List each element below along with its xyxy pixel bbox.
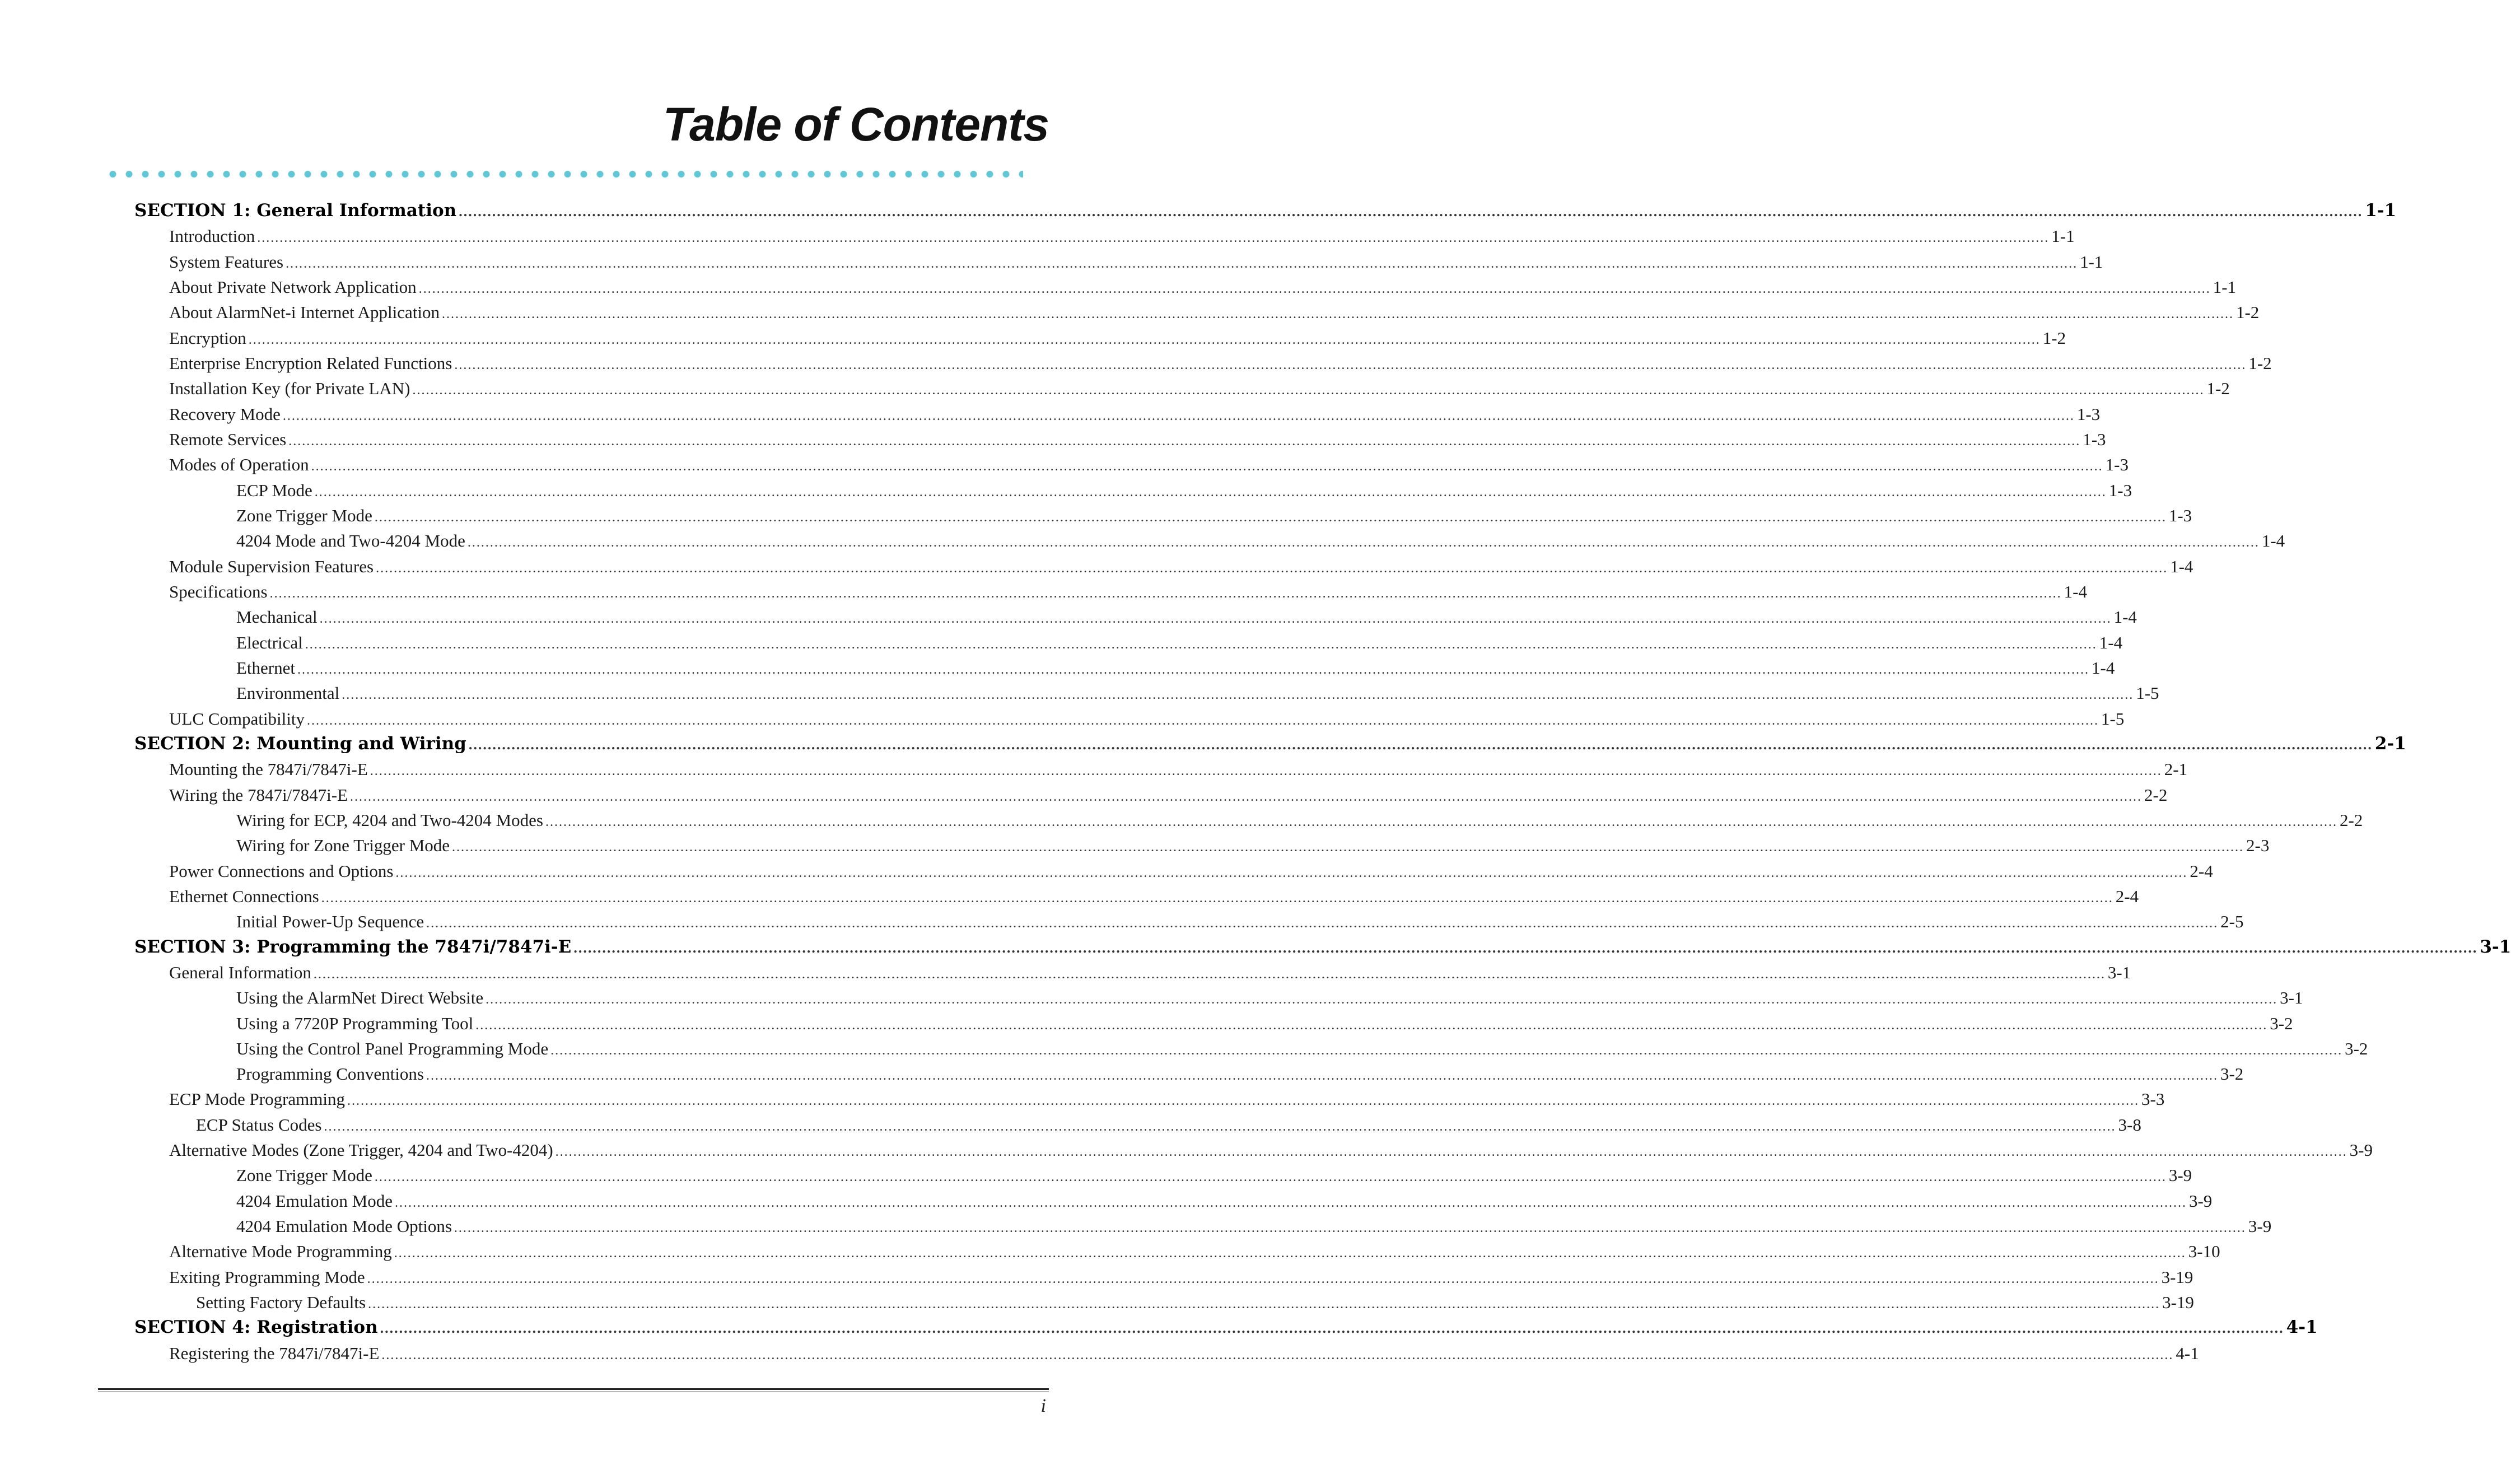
- toc-entry[interactable]: [0, 884, 2139, 909]
- toc-entry[interactable]: [0, 376, 2230, 401]
- dot-leader: ................................................................................................................................................................................................................................................................................................................................................................................................................: [305, 637, 2097, 652]
- toc-entry-label: Wiring for Zone Trigger Mode: [236, 836, 450, 856]
- toc-entry-page: 3-19: [2161, 1267, 2193, 1287]
- toc-entry-label: General Information: [169, 962, 311, 982]
- toc-entry[interactable]: [0, 478, 2132, 503]
- toc-entry[interactable]: [0, 452, 2129, 477]
- dot-leader: ................................................................................................................................................................................................................................................................................................................................................................................................................: [376, 561, 2168, 576]
- toc-entry[interactable]: [0, 223, 2075, 249]
- toc-entry[interactable]: [0, 1086, 2165, 1112]
- toc-entry-page: 1-4: [2170, 556, 2193, 576]
- dot-leader: ................................................................................................................................................................................................................................................................................................................................................................................................................: [367, 1271, 2159, 1286]
- toc-entry-page: 4-1: [2176, 1343, 2199, 1363]
- toc-entry-page: 3-9: [2168, 1165, 2192, 1186]
- toc-entry[interactable]: [0, 808, 2363, 833]
- dotted-divider: [105, 170, 1023, 179]
- toc-entry-label: Introduction: [169, 226, 255, 246]
- toc-entry[interactable]: [0, 503, 2192, 528]
- toc-entry[interactable]: [0, 274, 2237, 300]
- toc-entry-page: 3-9: [2188, 1191, 2213, 1211]
- toc-entry-page: 3-1: [2107, 962, 2131, 982]
- toc-entry-page: 3-3: [2141, 1089, 2165, 1109]
- dot-leader: ................................................................................................................................................................................................................................................................................................................................................................................................................: [454, 1221, 2246, 1236]
- toc-entry-label: Modes of Operation: [169, 455, 309, 475]
- toc-entry[interactable]: [0, 427, 2106, 452]
- toc-entry-page: 3-2: [2220, 1064, 2244, 1084]
- dot-leader: ................................................................................................................................................................................................................................................................................................................................................................................................................: [342, 688, 2134, 703]
- dot-leader: ................................................................................................................................................................................................................................................................................................................................................................................................................: [412, 383, 2205, 398]
- page-title: Table of Contents: [662, 98, 1049, 151]
- dot-leader: ................................................................................................................................................................................................................................................................................................................................................................................................................: [297, 662, 2090, 677]
- toc-entry-page: 3-9: [2248, 1216, 2272, 1236]
- toc-section-entry[interactable]: [0, 1315, 2318, 1340]
- toc-entry-label: Installation Key (for Private LAN): [169, 379, 410, 399]
- toc-entry-label: Power Connections and Options: [169, 861, 394, 881]
- dot-leader: ................................................................................................................................................................................................................................................................................................................................................................................................................: [452, 840, 2244, 855]
- toc-entry-page: 2-1: [2164, 759, 2188, 780]
- dot-leader: ................................................................................................................................................................................................................................................................................................................................................................................................................: [321, 890, 2113, 906]
- dot-leader: ................................................................................................................................................................................................................................................................................................................................................................................................................: [374, 1170, 2167, 1185]
- dot-leader: ................................................................................................................................................................................................................................................................................................................................................................................................................: [324, 1119, 2116, 1134]
- toc-entry[interactable]: [0, 1061, 2244, 1086]
- toc-entry-label: About AlarmNet-i Internet Application: [169, 302, 440, 323]
- dot-leader: ................................................................................................................................................................................................................................................................................................................................................................................................................: [314, 484, 2107, 500]
- dot-leader: ................................................................................................................................................................................................................................................................................................................................................................................................................: [395, 865, 2188, 880]
- toc-entry-page: 2-3: [2246, 836, 2270, 856]
- dot-leader: ................................................................................................................................................................................................................................................................................................................................................................................................................: [306, 713, 2099, 728]
- toc-entry[interactable]: [0, 1214, 2272, 1239]
- toc-list: [0, 198, 2511, 1366]
- toc-entry-label: SECTION 2: Mounting and Wiring: [134, 733, 466, 754]
- dot-leader: ................................................................................................................................................................................................................................................................................................................................................................................................................: [486, 992, 2278, 1007]
- toc-entry-page: 1-2: [2235, 302, 2260, 323]
- dot-leader: ................................................................................................................................................................................................................................................................................................................................................................................................................: [311, 459, 2103, 474]
- toc-entry[interactable]: [0, 757, 2188, 782]
- toc-section-entry[interactable]: [0, 731, 2406, 757]
- dot-leader: ................................................................................................................................................................................................................................................................................................................................................................................................................: [282, 408, 2075, 423]
- toc-entry-page: 3-2: [2270, 1013, 2293, 1033]
- toc-entry-label: Recovery Mode: [169, 404, 281, 424]
- toc-entry[interactable]: [0, 402, 2101, 427]
- toc-entry-page: 1-3: [2168, 505, 2192, 525]
- toc-entry-label: Ethernet Connections: [169, 886, 319, 906]
- toc-entry-page: 3-9: [2349, 1140, 2373, 1160]
- toc-entry-page: 3-1: [2480, 936, 2511, 957]
- toc-entry[interactable]: [0, 528, 2285, 553]
- dot-leader: ................................................................................................................................................................................................................................................................................................................................................................................................................: [381, 1347, 2174, 1362]
- toc-entry[interactable]: [0, 1239, 2220, 1264]
- toc-entry-page: 1-1: [2365, 200, 2397, 221]
- toc-entry-label: Specifications: [169, 581, 268, 601]
- toc-entry-label: Electrical: [236, 632, 303, 652]
- toc-entry-label: System Features: [169, 251, 284, 272]
- dot-leader: ................................................................................................................................................................................................................................................................................................................................................................................................................: [454, 357, 2247, 372]
- toc-entry-page: 2-1: [2374, 733, 2406, 754]
- toc-entry-label: About Private Network Application: [169, 277, 417, 297]
- dot-leader: ................................................................................................................................................................................................................................................................................................................................................................................................................: [441, 307, 2234, 322]
- toc-entry[interactable]: [0, 249, 2103, 274]
- toc-entry-label: Registering the 7847i/7847i-E: [169, 1343, 380, 1363]
- toc-entry-label: Module Supervision Features: [169, 556, 374, 576]
- toc-entry[interactable]: [0, 782, 2168, 808]
- toc-entry-label: SECTION 4: Registration: [134, 1317, 378, 1338]
- toc-entry-page: 1-4: [2099, 632, 2123, 652]
- dot-leader: ................................................................................................................................................................................................................................................................................................................................................................................................................: [350, 789, 2143, 804]
- toc-entry-page: 2-5: [2220, 912, 2244, 932]
- toc-entry-label: Setting Factory Defaults: [196, 1292, 366, 1313]
- toc-entry-label: ULC Compatibility: [169, 708, 305, 729]
- toc-entry-label: Exiting Programming Mode: [169, 1267, 365, 1287]
- page-number: i: [1040, 1396, 1046, 1416]
- toc-entry[interactable]: [0, 630, 2123, 655]
- toc-entry-page: 1-3: [2076, 404, 2101, 424]
- toc-entry-page: 2-4: [2115, 886, 2139, 906]
- toc-entry[interactable]: [0, 325, 2066, 351]
- toc-entry-label: ECP Status Codes: [196, 1114, 322, 1135]
- toc-entry-label: Alternative Mode Programming: [169, 1242, 392, 1262]
- toc-entry[interactable]: [0, 960, 2131, 985]
- dot-leader: ................................................................................................................................................................................................................................................................................................................................................................................................................: [288, 433, 2081, 449]
- toc-entry-page: 1-3: [2108, 480, 2132, 500]
- dot-leader: ................................................................................................................................................................................................................................................................................................................................................................................................................: [380, 1320, 2284, 1337]
- toc-entry[interactable]: [0, 554, 2193, 579]
- toc-entry-page: 1-2: [2248, 353, 2272, 373]
- toc-section-entry[interactable]: [0, 198, 2397, 223]
- toc-entry-page: 3-19: [2162, 1292, 2194, 1313]
- toc-entry[interactable]: [0, 858, 2213, 884]
- toc-entry-page: 1-4: [2261, 531, 2285, 551]
- toc-entry[interactable]: [0, 351, 2272, 376]
- dot-leader: ................................................................................................................................................................................................................................................................................................................................................................................................................: [257, 231, 2050, 246]
- dot-leader: ................................................................................................................................................................................................................................................................................................................................................................................................................: [467, 535, 2260, 550]
- toc-entry[interactable]: [0, 1036, 2368, 1061]
- toc-entry-label: ECP Mode Programming: [169, 1089, 346, 1109]
- dot-leader: ................................................................................................................................................................................................................................................................................................................................................................................................................: [459, 203, 2363, 220]
- dot-leader: ................................................................................................................................................................................................................................................................................................................................................................................................................: [248, 332, 2041, 347]
- dot-leader: ................................................................................................................................................................................................................................................................................................................................................................................................................: [555, 1145, 2347, 1160]
- toc-entry-page: 1-5: [2136, 683, 2159, 703]
- toc-entry-page: 4-1: [2286, 1317, 2318, 1338]
- toc-entry-label: 4204 Emulation Mode: [236, 1191, 393, 1211]
- toc-entry-page: 3-2: [2345, 1038, 2368, 1058]
- dot-leader: ................................................................................................................................................................................................................................................................................................................................................................................................................: [545, 814, 2337, 829]
- toc-entry-label: Initial Power-Up Sequence: [236, 912, 424, 932]
- toc-entry[interactable]: [0, 833, 2270, 858]
- toc-entry-page: 1-2: [2206, 379, 2230, 399]
- dot-leader: ................................................................................................................................................................................................................................................................................................................................................................................................................: [313, 967, 2106, 982]
- toc-entry-label: Using the AlarmNet Direct Website: [236, 988, 484, 1008]
- footer-rule: [98, 1388, 1049, 1390]
- toc-entry-page: 3-10: [2188, 1242, 2220, 1262]
- toc-entry-page: 3-8: [2118, 1114, 2141, 1135]
- dot-leader: ................................................................................................................................................................................................................................................................................................................................................................................................................: [475, 1018, 2268, 1033]
- toc-entry[interactable]: [0, 1290, 2194, 1315]
- toc-entry[interactable]: [0, 1137, 2373, 1163]
- toc-entry-page: 1-4: [2064, 581, 2087, 601]
- dot-leader: ................................................................................................................................................................................................................................................................................................................................................................................................................: [319, 612, 2112, 627]
- dot-leader: ................................................................................................................................................................................................................................................................................................................................................................................................................: [468, 736, 2373, 753]
- toc-entry-label: Encryption: [169, 328, 246, 348]
- toc-entry-page: 1-5: [2101, 708, 2125, 729]
- toc-entry[interactable]: [0, 1341, 2199, 1366]
- toc-entry-label: Programming Conventions: [236, 1064, 424, 1084]
- toc-entry-page: 2-2: [2339, 810, 2363, 830]
- toc-entry[interactable]: [0, 1011, 2293, 1036]
- toc-entry-page: 3-1: [2280, 988, 2303, 1008]
- toc-entry-page: 1-4: [2092, 657, 2115, 678]
- dot-leader: ................................................................................................................................................................................................................................................................................................................................................................................................................: [286, 256, 2078, 271]
- toc-entry[interactable]: [0, 655, 2115, 680]
- toc-entry[interactable]: [0, 579, 2087, 604]
- toc-entry-label: SECTION 3: Programming the 7847i/7847i-E: [134, 936, 572, 957]
- toc-entry[interactable]: [0, 985, 2303, 1010]
- toc-entry-label: Alternative Modes (Zone Trigger, 4204 and Two-4204): [169, 1140, 553, 1160]
- toc-entry[interactable]: [0, 1112, 2141, 1137]
- toc-entry-label: Using the Control Panel Programming Mode: [236, 1038, 549, 1058]
- dot-leader: ................................................................................................................................................................................................................................................................................................................................................................................................................: [426, 916, 2219, 931]
- toc-entry-label: Environmental: [236, 683, 340, 703]
- toc-entry-page: 1-1: [2213, 277, 2237, 297]
- toc-entry-label: Mechanical: [236, 607, 318, 627]
- toc-entry-label: Ethernet: [236, 657, 296, 678]
- dot-leader: ................................................................................................................................................................................................................................................................................................................................................................................................................: [573, 939, 2478, 956]
- dot-leader: ................................................................................................................................................................................................................................................................................................................................................................................................................: [374, 510, 2167, 525]
- toc-entry-label: Zone Trigger Mode: [236, 505, 372, 525]
- toc-entry[interactable]: [0, 604, 2137, 629]
- dot-leader: ................................................................................................................................................................................................................................................................................................................................................................................................................: [394, 1195, 2187, 1210]
- toc-entry[interactable]: [0, 1188, 2213, 1214]
- dot-leader: ................................................................................................................................................................................................................................................................................................................................................................................................................: [370, 764, 2162, 779]
- toc-entry[interactable]: [0, 1264, 2193, 1290]
- dot-leader: ................................................................................................................................................................................................................................................................................................................................................................................................................: [418, 281, 2211, 296]
- toc-entry[interactable]: [0, 706, 2125, 731]
- dot-leader: ................................................................................................................................................................................................................................................................................................................................................................................................................: [269, 586, 2062, 601]
- toc-entry-page: 1-3: [2105, 455, 2129, 475]
- toc-entry-label: Enterprise Encryption Related Functions: [169, 353, 452, 373]
- toc-entry-page: 2-4: [2190, 861, 2213, 881]
- dot-leader: ................................................................................................................................................................................................................................................................................................................................................................................................................: [394, 1246, 2186, 1261]
- toc-entry-label: Wiring for ECP, 4204 and Two-4204 Modes: [236, 810, 543, 830]
- toc-entry-label: 4204 Mode and Two-4204 Mode: [236, 531, 465, 551]
- toc-entry-page: 1-2: [2042, 328, 2066, 348]
- dot-leader: ................................................................................................................................................................................................................................................................................................................................................................................................................: [426, 1068, 2218, 1084]
- toc-entry-page: 1-4: [2113, 607, 2137, 627]
- toc-entry-label: Wiring the 7847i/7847i-E: [169, 785, 348, 805]
- toc-entry-page: 1-3: [2083, 429, 2106, 449]
- toc-entry-label: Mounting the 7847i/7847i-E: [169, 759, 368, 780]
- toc-entry-label: 4204 Emulation Mode Options: [236, 1216, 452, 1236]
- toc-entry[interactable]: [0, 1163, 2192, 1188]
- toc-entry-label: Using a 7720P Programming Tool: [236, 1013, 474, 1033]
- toc-entry-label: Remote Services: [169, 429, 287, 449]
- toc-entry-page: 1-1: [2080, 251, 2103, 272]
- toc-entry[interactable]: [0, 680, 2159, 706]
- toc-entry-page: 2-2: [2144, 785, 2168, 805]
- dot-leader: ................................................................................................................................................................................................................................................................................................................................................................................................................: [550, 1043, 2343, 1058]
- toc-entry[interactable]: [0, 909, 2244, 934]
- toc-section-entry[interactable]: [0, 935, 2511, 960]
- toc-entry-label: Zone Trigger Mode: [236, 1165, 372, 1186]
- toc-entry-page: 1-1: [2051, 226, 2075, 246]
- dot-leader: ................................................................................................................................................................................................................................................................................................................................................................................................................: [368, 1297, 2160, 1312]
- toc-entry-label: ECP Mode: [236, 480, 312, 500]
- dot-leader: ................................................................................................................................................................................................................................................................................................................................................................................................................: [347, 1094, 2140, 1109]
- toc-entry-label: SECTION 1: General Information: [134, 200, 457, 221]
- toc-entry[interactable]: [0, 300, 2260, 325]
